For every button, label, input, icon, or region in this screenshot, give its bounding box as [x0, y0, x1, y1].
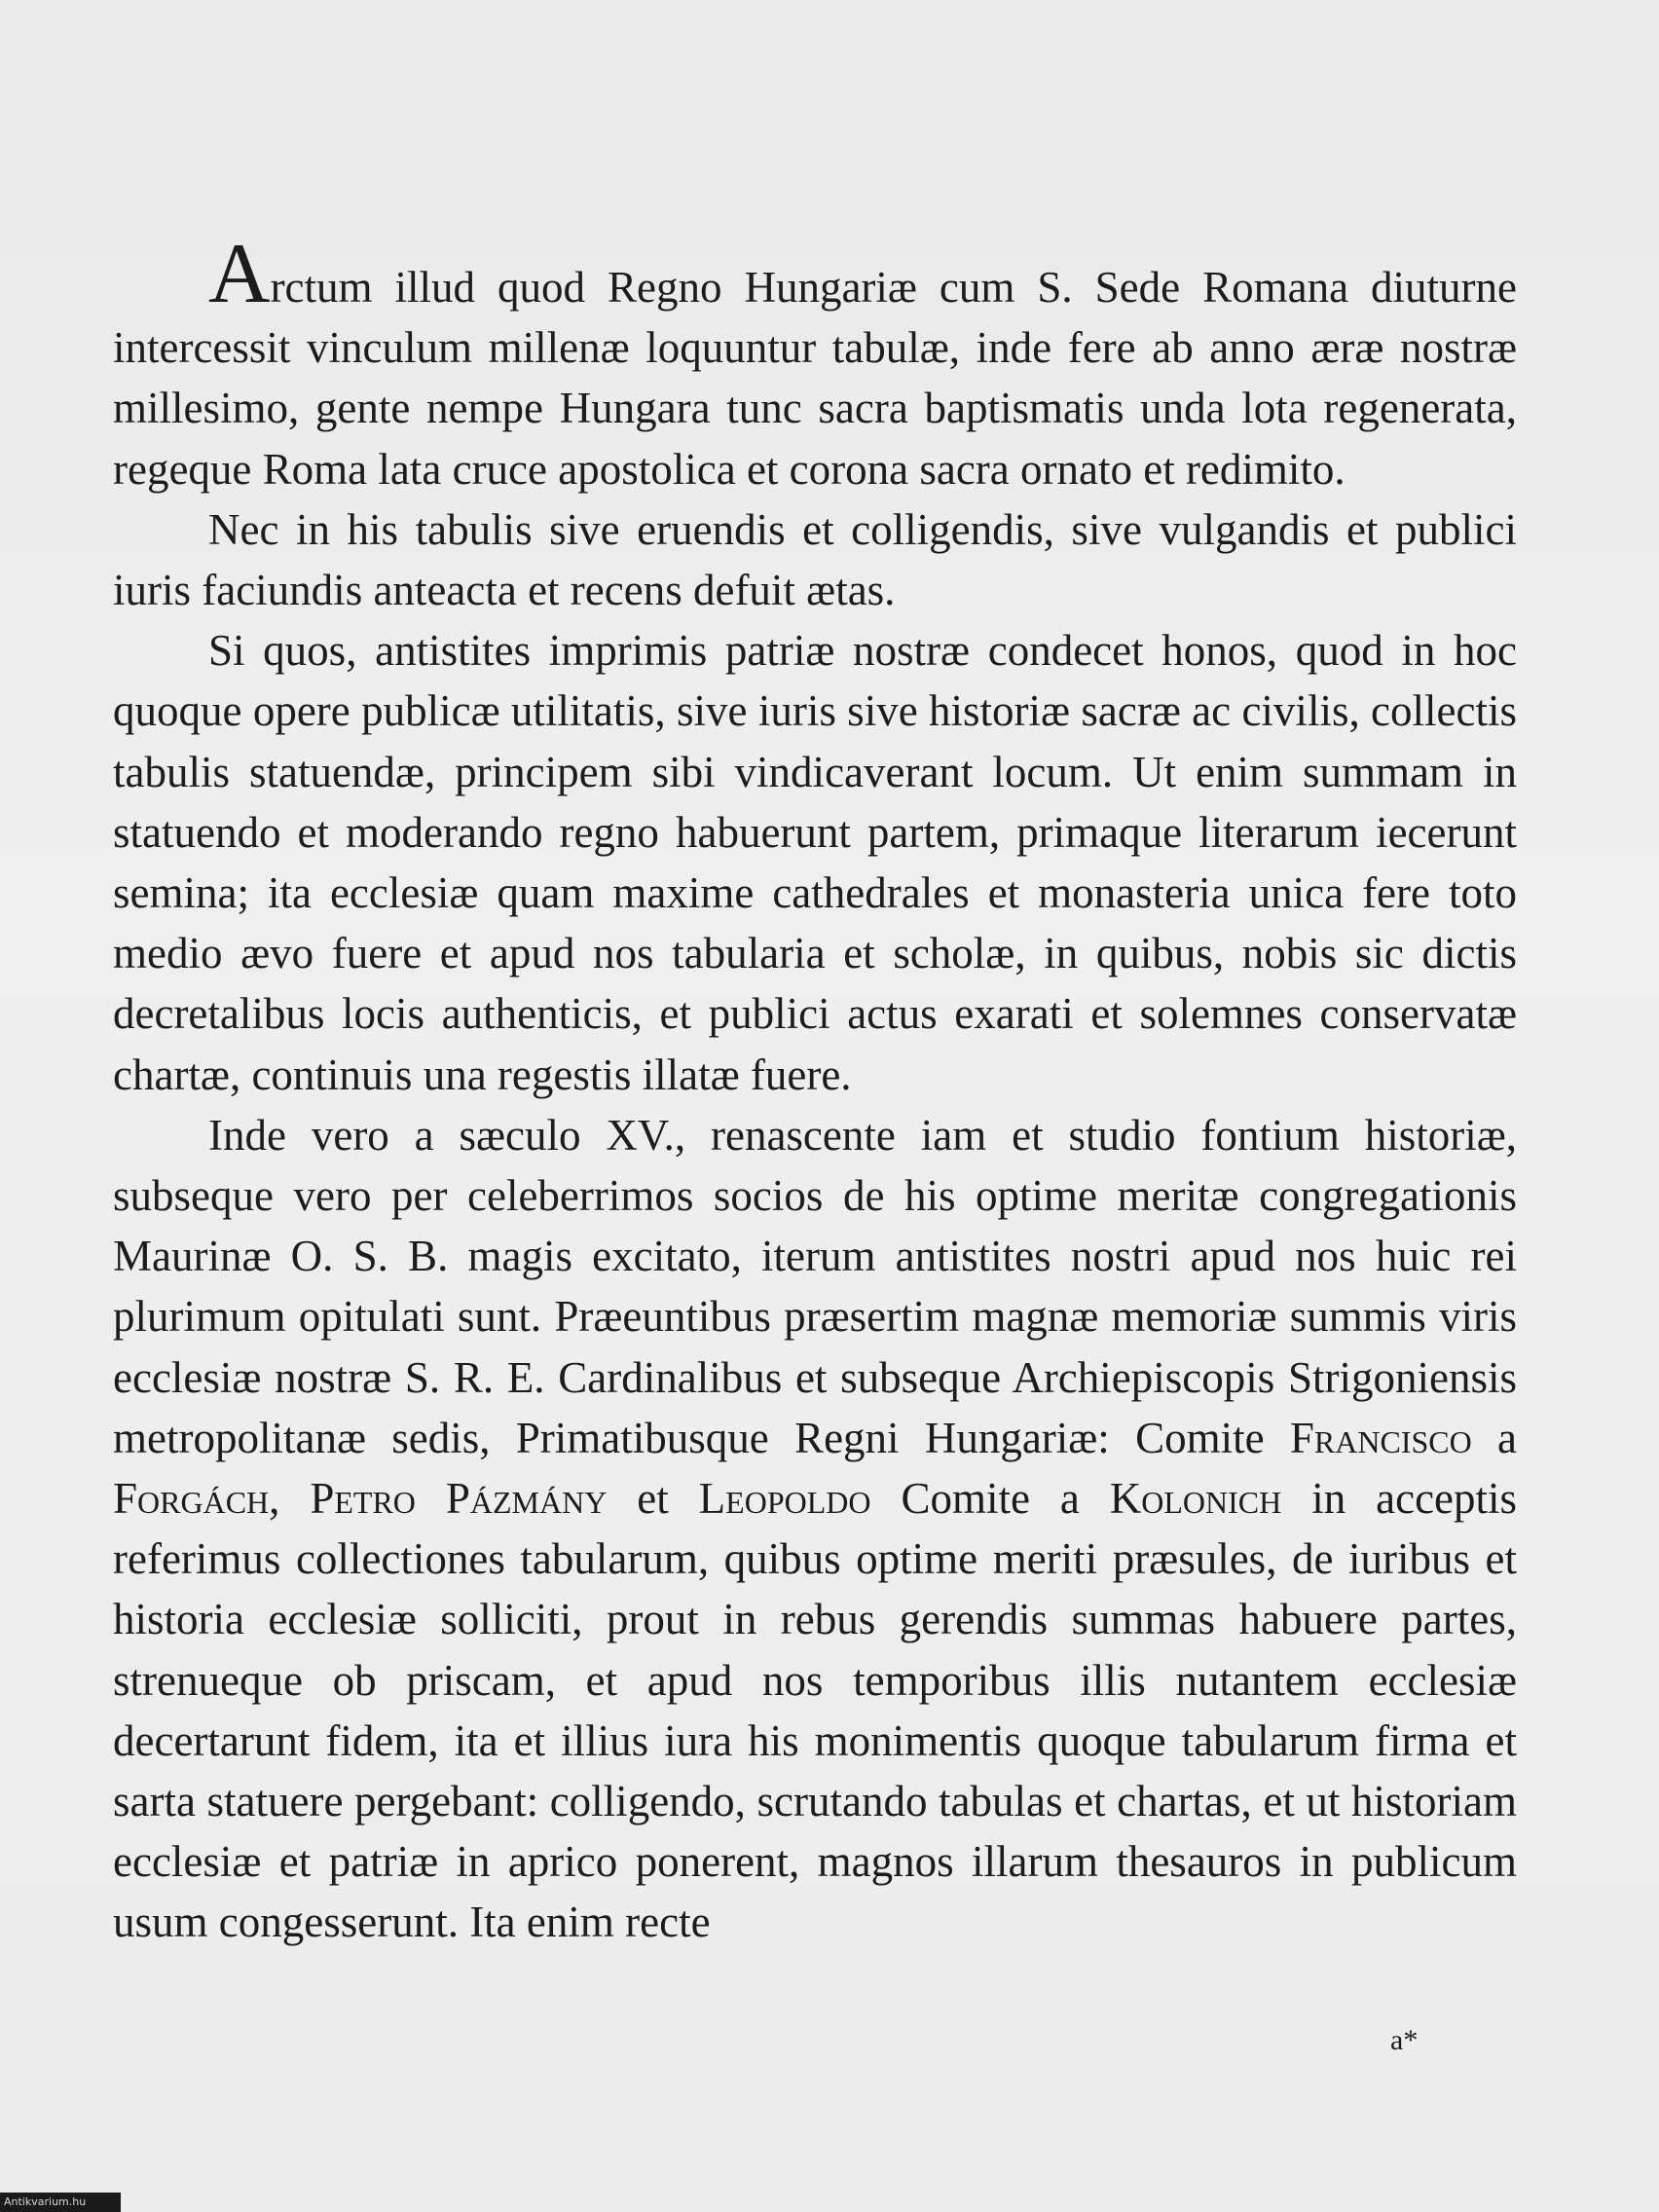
drop-cap-initial: A	[208, 227, 271, 321]
watermark: Antikvarium.hu	[0, 2193, 121, 2212]
name-forgach: Forgách	[113, 1474, 270, 1524]
name-kolonich: Kolonich	[1109, 1474, 1282, 1524]
paragraph-4-text-6: in acceptis referimus collectiones tabularum, quibus optime meriti præsules, de iuribus et historia ecclesiæ solliciti, prout in rebus gerendis summas habuere partes, strenueque ob priscam, et apud nos temporibus illis nutantem ecclesiæ decertarunt fidem, ita et illius iura his monimentis quoque tabularum firma et sarta statuere pergebant: colligendo, scrutando tabulas et chartas, et ut historiam ecclesiæ et patriæ in aprico ponerent, magnos illarum thesauros in publicum usum congesserunt. Ita enim recte	[113, 1474, 1518, 1947]
paragraph-4	[113, 1105, 1517, 1953]
paragraph-4-text-2: a	[1497, 1413, 1518, 1462]
name-petro-pazmany: Petro Pázmány	[310, 1474, 608, 1524]
paragraph-1-text: rctum illud quod Regno Hungariæ cum S. Sede Romana diuturne intercessit vinculum millenæ loquuntur tabulæ, inde fere ab anno æræ nostræ millesimo, gente nempe Hungara tunc sacra baptismatis unda lota regenerata, regeque Roma lata cruce apostolica et corona sacra ornato et redimito.	[113, 263, 1517, 494]
paragraph-4-text-4: et	[637, 1474, 669, 1524]
paragraph-2: Nec in his tabulis sive eruendis et colligendis, sive vulgandis et publici iuris faciundis anteacta et recens defuit ætas.	[113, 504, 1517, 615]
name-leopoldo: Leopoldo	[698, 1474, 871, 1524]
signature-mark: a*	[1390, 2024, 1419, 2056]
paragraph-4-text-5: Comite a	[901, 1474, 1080, 1524]
paragraph-3: Si quos, antistites imprimis patriæ nostræ condecet honos, quod in hoc quoque opere publicæ utilitatis, sive iuris sive historiæ sacræ ac civilis, collectis tabulis statuendæ, principem sibi vindicaverant locum. Ut enim summam in statuendo et moderando regno habuerunt partem, primaque literarum iecerunt semina; ita ecclesiæ quam maxime cathedrales et monasteria unica fere toto medio ævo fuere et apud nos tabularia et scholæ, in quibus, nobis sic dictis decretalibus locis authenticis, et publici actus exarati et solemnes conservatæ chartæ, continuis una regestis illatæ fuere.	[113, 626, 1517, 1099]
paragraph-4-text-3: ,	[269, 1474, 280, 1524]
paragraph-1	[113, 227, 1517, 499]
paragraph-4-text-1: Inde vero a sæculo XV., renascente iam et studio fontium historiæ, subseque vero per celeberrimos socios de his optime meritæ congregationis Maurinæ O. S. B. magis excitato, iterum antistites nostri apud nos huic rei plurimum opitulati sunt. Præeuntibus præsertim magnæ memoriæ summis viris ecclesiæ nostræ S. R. E. Cardinalibus et subseque Archiepiscopis Strigoniensis metropolitanæ sedis, Primatibusque Regni Hungariæ: Comite	[113, 1110, 1517, 1462]
name-francisco: Francisco	[1289, 1413, 1472, 1462]
body-text	[113, 227, 1518, 1953]
